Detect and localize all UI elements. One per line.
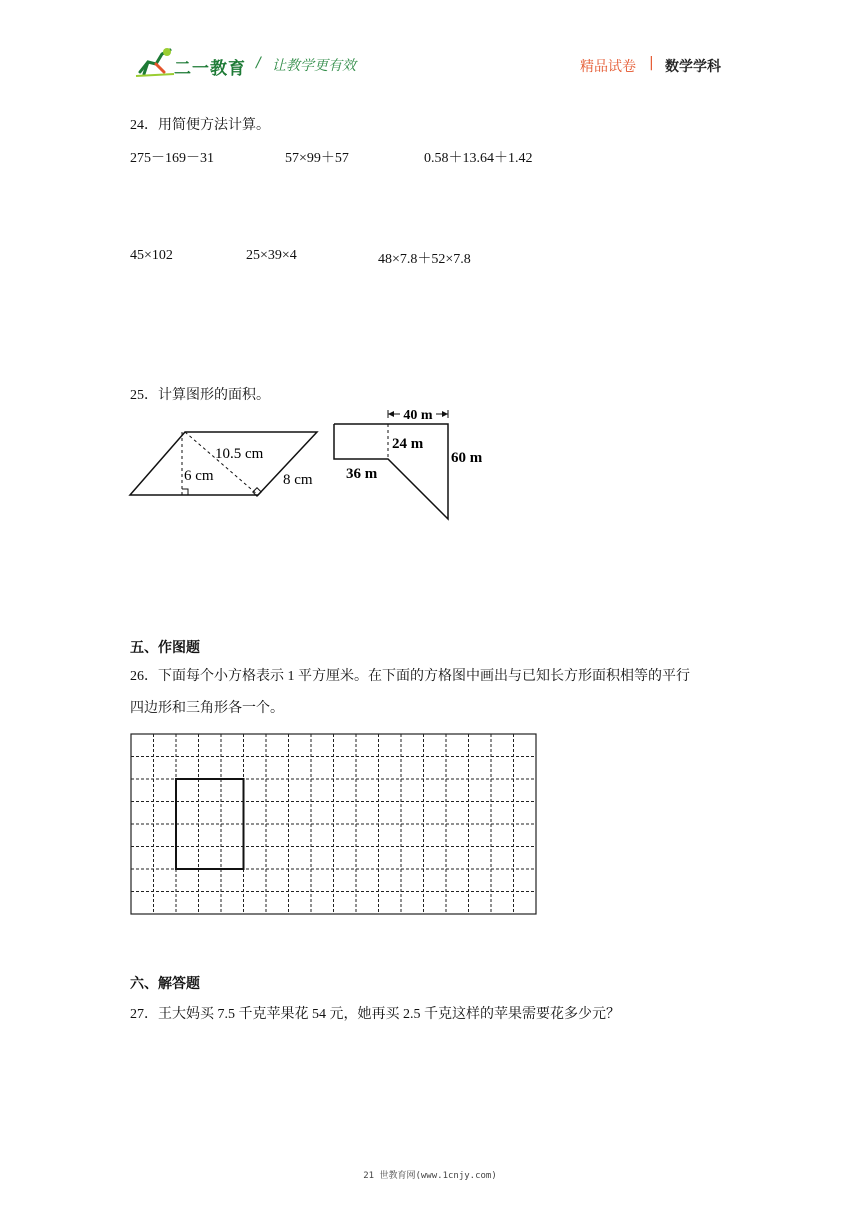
q25-title: 25．计算图形的面积。 xyxy=(130,388,270,403)
q24-title: 24．用简便方法计算。 xyxy=(130,118,270,133)
label-height: 6 cm xyxy=(184,468,214,484)
page-footer: 21 世教育网(www.1cnjy.com) xyxy=(363,1171,497,1181)
label-right: 60 m xyxy=(451,450,483,466)
header-slogan: 让教学更有效 xyxy=(272,58,356,74)
subject-label: 数学学科 xyxy=(665,59,721,75)
brand-name: 二一教育 xyxy=(174,59,246,79)
section-5-title: 五、作图题 xyxy=(130,640,200,656)
q24-expr-6: 48×7.8＋52×7.8 xyxy=(378,252,471,267)
header-slash: / xyxy=(256,55,261,71)
composite-figure xyxy=(330,404,500,524)
q24-expr-3: 0.58＋13.64＋1.42 xyxy=(424,151,533,166)
q27-text: 27．王大妈买 7.5 千克苹果花 54 元，她再买 2.5 千克这样的苹果需要花多少元？ xyxy=(130,1007,620,1022)
label-inner: 24 m xyxy=(392,436,424,452)
section-6-title: 六、解答题 xyxy=(130,976,200,992)
q26-line1: 26．下面每个小方格表示 1 平方厘米。在下面的方格图中画出与已知长方形面积相等的平行 xyxy=(130,669,690,684)
label-bottom: 36 m xyxy=(346,466,378,482)
label-diagonal: 10.5 cm xyxy=(215,446,264,462)
q24-expr-1: 275－169－31 xyxy=(130,151,214,166)
drawing-grid[interactable] xyxy=(130,733,538,919)
runner-logo-icon xyxy=(134,44,178,78)
header-separator: | xyxy=(649,55,654,71)
q24-expr-2: 57×99＋57 xyxy=(285,151,349,166)
q24-expr-5: 25×39×4 xyxy=(246,248,297,263)
label-side: 8 cm xyxy=(283,472,313,488)
q24-expr-4: 45×102 xyxy=(130,248,173,263)
label-top: 40 m xyxy=(403,408,433,423)
parallelogram-figure xyxy=(125,420,325,510)
q26-line2: 四边形和三角形各一个。 xyxy=(130,701,284,716)
paper-type: 精品试卷 xyxy=(580,59,636,75)
